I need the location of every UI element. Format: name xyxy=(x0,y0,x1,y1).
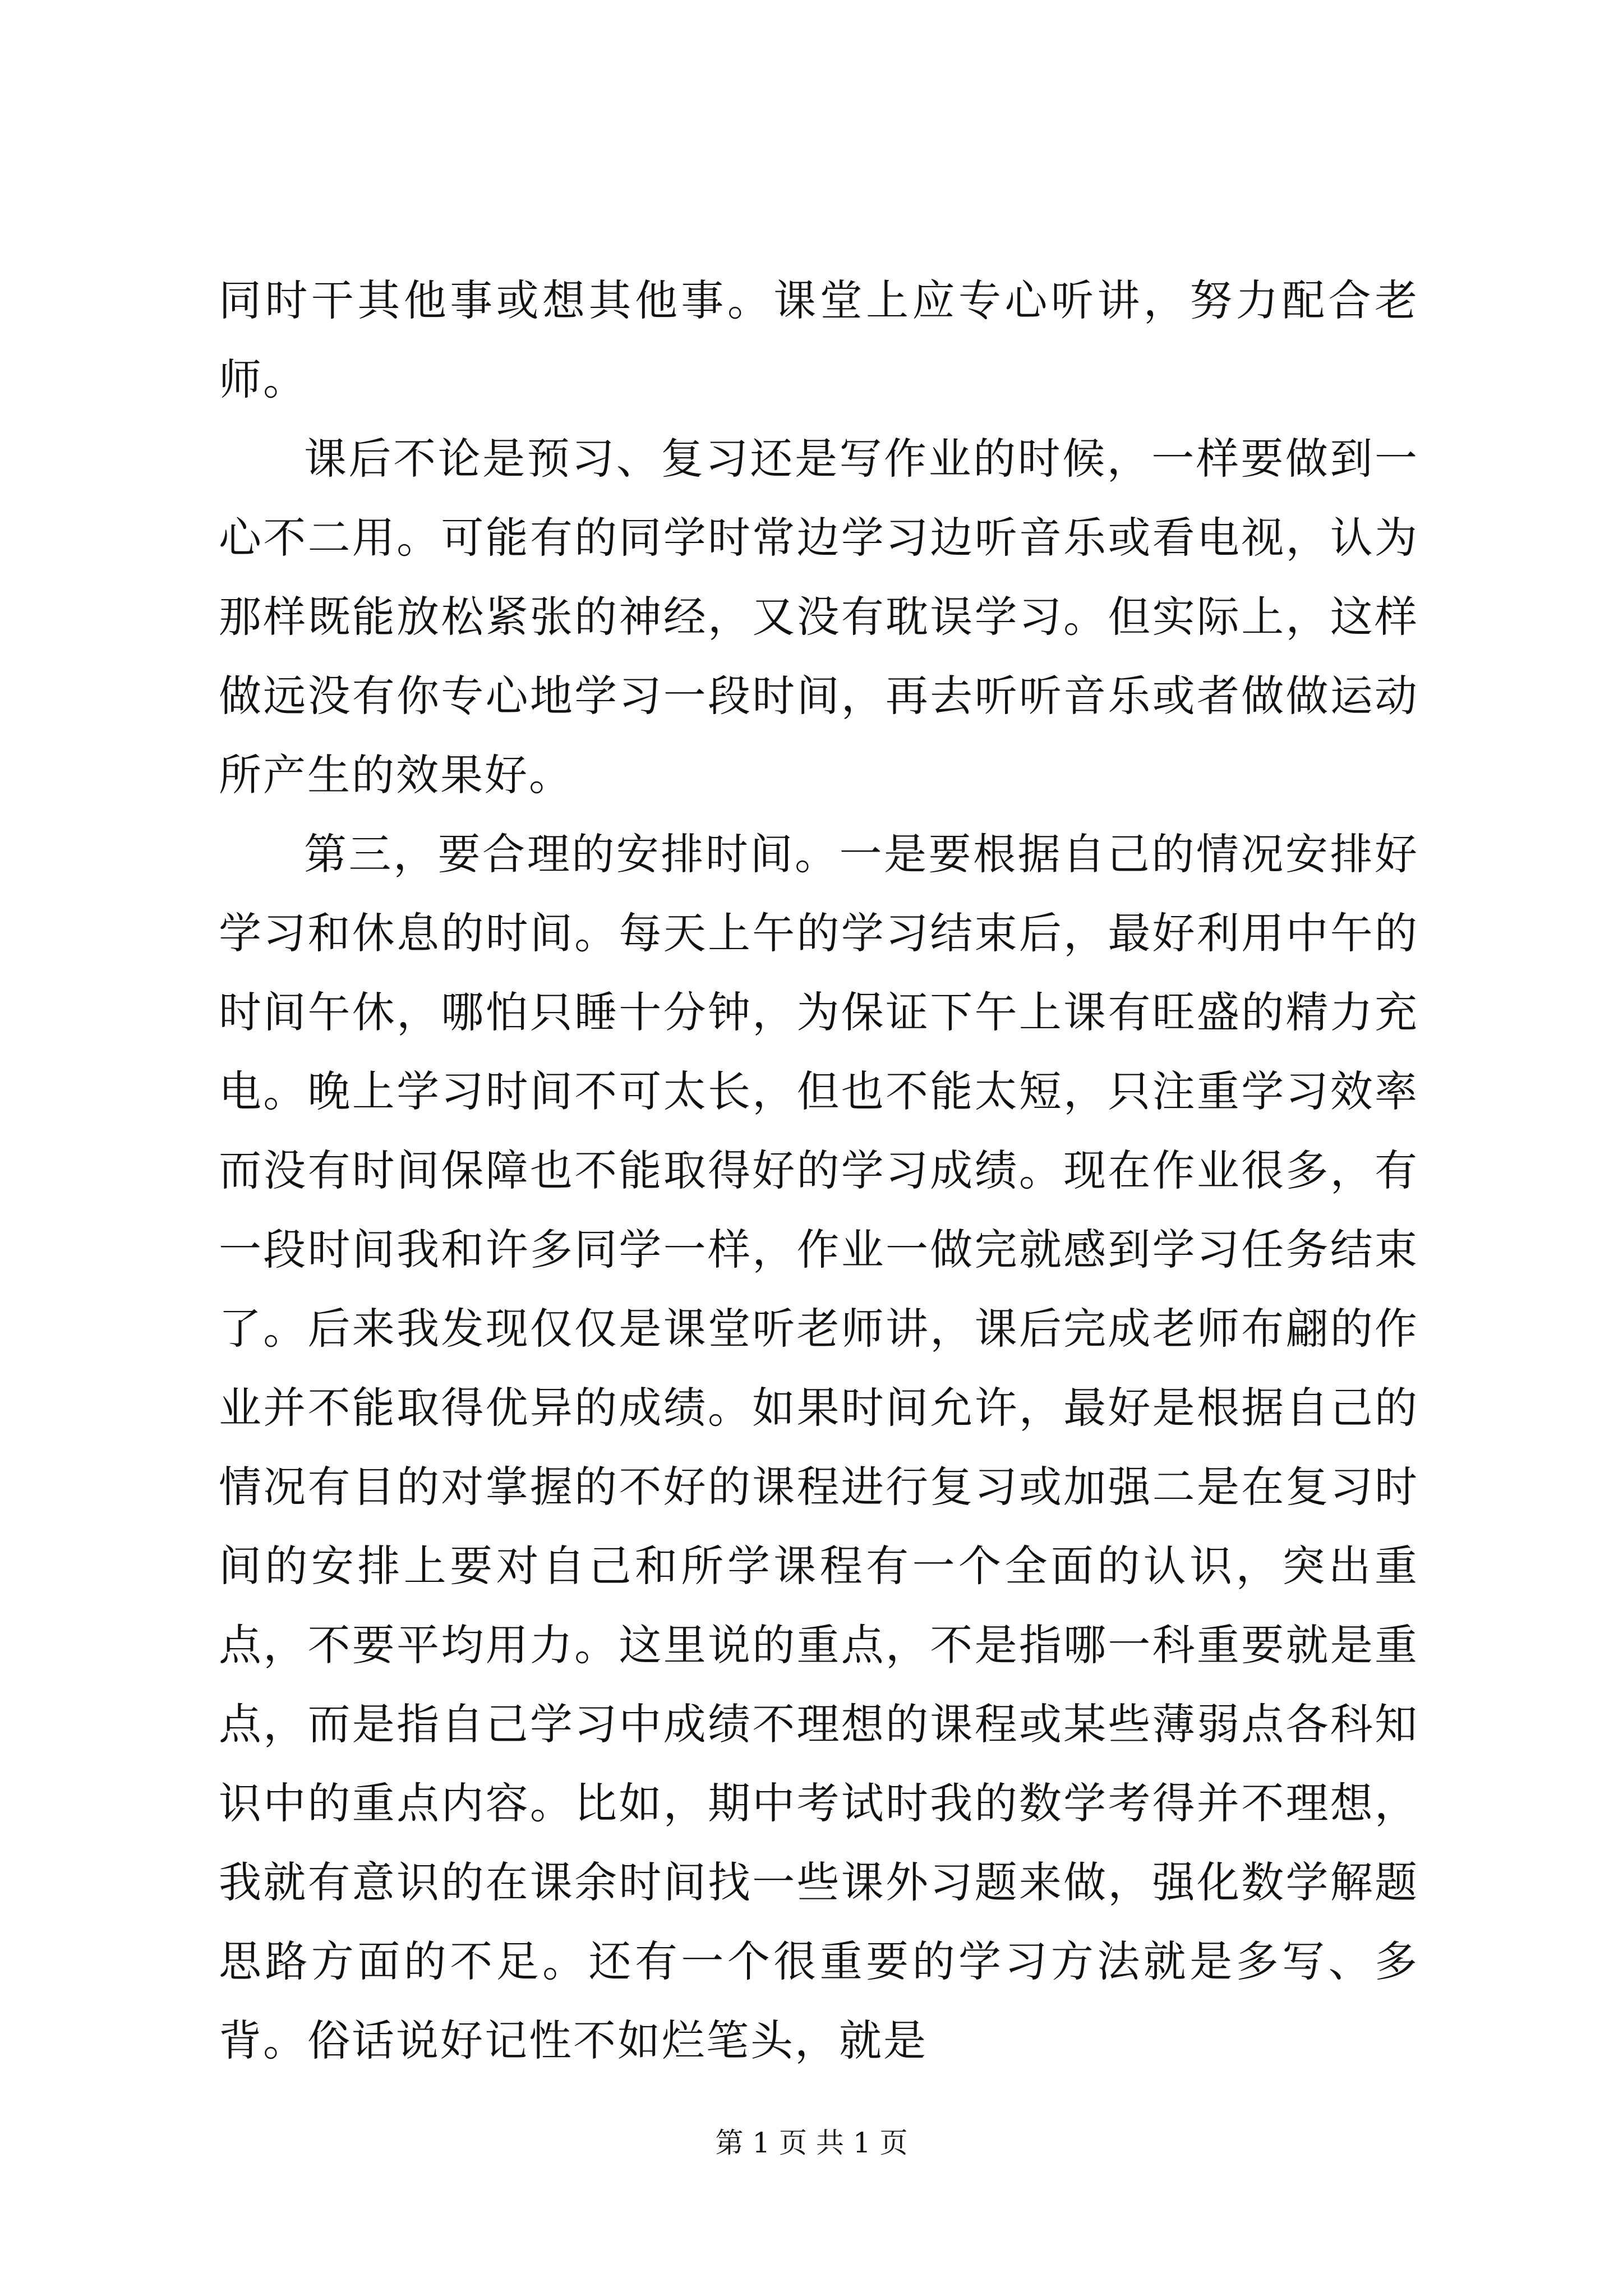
paragraph-2: 课后不论是预习、复习还是写作业的时候，一样要做到一心不二用。可能有的同学时常边学习边听音乐或看电视，认为那样既能放松紧张的神经，又没有耽误学习。但实际上，这样做远没有你专心地学习一段时间，再去听听音乐或者做做运动所产生的效果好。 xyxy=(219,434,1419,800)
paragraph-1: 同时干其他事或想其他事。课堂上应专心听讲，努力配合老师。 xyxy=(219,275,1419,404)
document-body xyxy=(219,261,1419,2080)
page-footer: 第 1 页 共 1 页 xyxy=(715,2127,908,2159)
paragraph-3: 第三，要合理的安排时间。一是要根据自己的情况安排好学习和休息的时间。每天上午的学习结束后，最好利用中午的时间午休，哪怕只睡十分钟，为保证下午上课有旺盛的精力充电。晚上学习时间不可太长，但也不能太短，只注重学习效率而没有时间保障也不能取得好的学习成绩。现在作业很多，有一段时间我和许多同学一样，作业一做完就感到学习任务结束了。后来我发现仅仅是课堂听老师讲，课后完成老师布翩的作业并不能取得优异的成绩。如果时间允许，最好是根据自己的情况有目的对掌握的不好的课程进行复习或加强二是在复习时间的安排上要对自己和所学课程有一个全面的认识，突出重点，不要平均用力。这里说的重点，不是指哪一科重要就是重点，而是指自己学习中成绩不理想的课程或某些薄弱点各科知识中的重点内容。比如，期中考试时我的数学考得并不理想，我就有意识的在课余时间找一些课外习题来做，强化数学解题思路方面的不足。还有一个很重要的学习方法就是多写、多背。俗话说好记性不如烂笔头，就是 xyxy=(219,829,1419,2065)
